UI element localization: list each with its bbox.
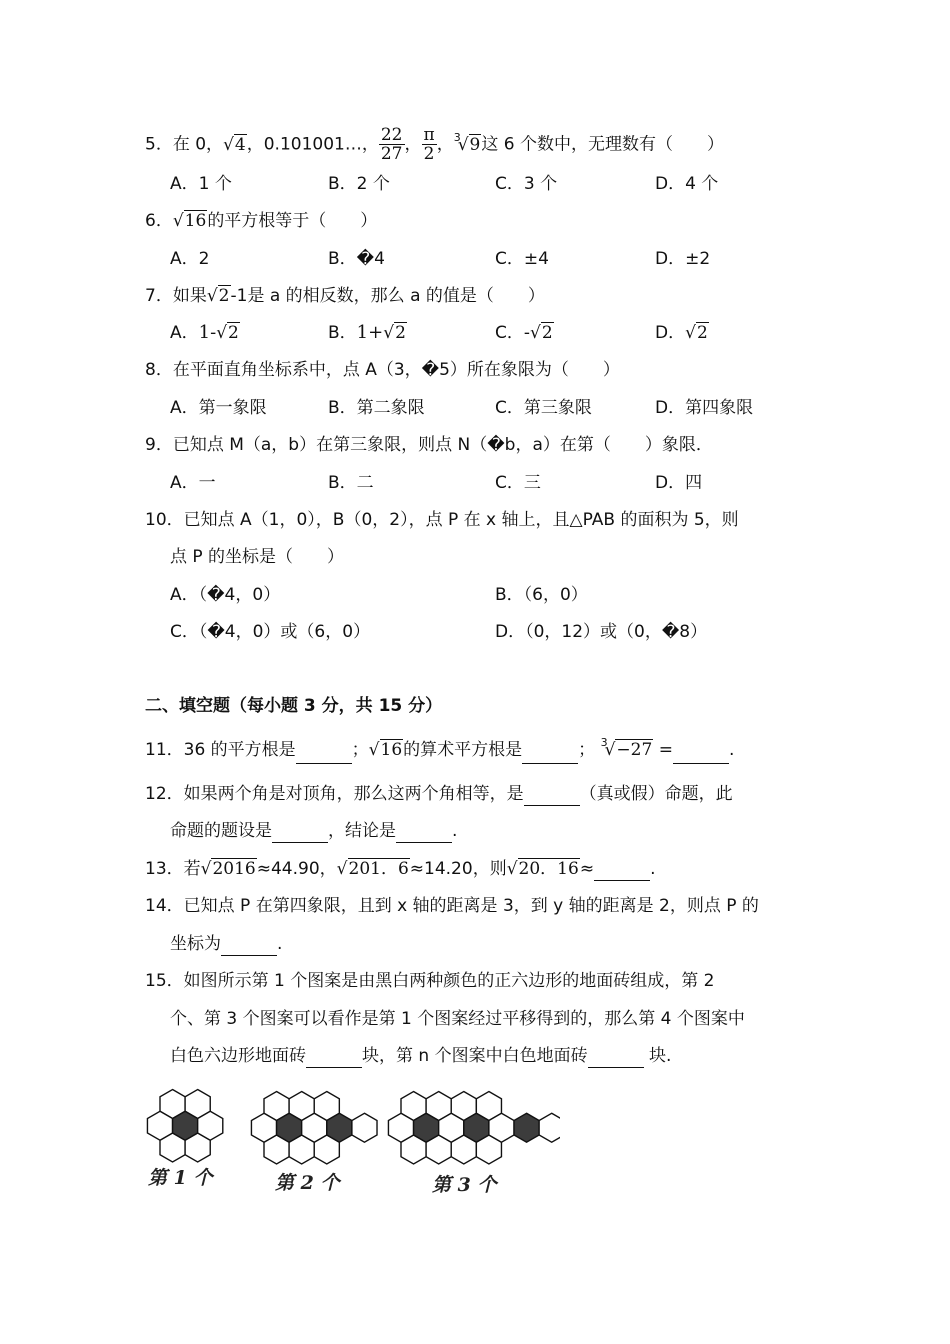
question-12-line-1: 12．如果两个角是对顶角，那么这两个角相等，是 （真或假）命题，此: [145, 784, 733, 804]
q6-text: 的平方根等于（ ）: [207, 211, 378, 231]
question-14-line-2: 坐标为 .: [170, 934, 283, 954]
q11-blank-1[interactable]: [296, 746, 352, 764]
q6-option-d: D．±2: [655, 249, 711, 269]
q11-blank-2[interactable]: [522, 746, 578, 764]
q7-option-a: A．1-√2: [170, 322, 239, 343]
q5-sep: ，: [404, 134, 422, 155]
q6-option-c: C．±4: [495, 249, 549, 269]
hex-tile-white-p3: [489, 1113, 514, 1142]
question-15-line-2: 个、第 3 个图案可以看作是第 1 个图案经过平移得到的，那么第 4 个图案中: [170, 1009, 745, 1029]
figure-caption-3: 第 3 个: [432, 1174, 497, 1196]
cbrt-minus-27: $^3$√−27: [600, 736, 653, 760]
cbrt-9: $^3$√9: [453, 130, 481, 155]
hex-tile-black-p3: [464, 1113, 489, 1142]
q8-option-d: D．第四象限: [655, 398, 754, 418]
question-10-line-1: 10．已知点 A（1，0），B（0，2），点 P 在 x 轴上，且△PAB 的面积为 5，则: [145, 510, 739, 530]
q7-option-d: D．√2: [655, 323, 708, 343]
hex-tile-white-p3: [388, 1113, 413, 1142]
q10-option-a: A．（�4，0）: [170, 585, 281, 605]
question-11: 11．36 的平方根是 ；√16的算术平方根是 ； $^3$√−27 = .: [145, 738, 734, 764]
q6-option-a: A．2: [170, 249, 210, 269]
q12-blank-2[interactable]: [272, 825, 328, 843]
q5-option-a: A．1 个: [170, 174, 232, 194]
sqrt-201-6: √201．6: [336, 859, 409, 879]
hex-tile-black-p3: [414, 1113, 439, 1142]
q9-option-d: D．四: [655, 473, 703, 493]
question-9: 9．已知点 M（a，b）在第三象限，则点 N（�b，a）在第（ ）象限．: [145, 435, 713, 455]
hex-tile-white-p2: [251, 1113, 276, 1142]
sqrt-2016: √2016: [200, 859, 256, 879]
hex-tile-white-p3: [439, 1113, 464, 1142]
q9-option-b: B．二: [328, 473, 374, 493]
hex-tile-black-p3: [514, 1113, 539, 1142]
q7-text-pre: 如果: [172, 286, 207, 306]
question-6: [145, 209, 377, 233]
hex-tile-white-p2: [302, 1113, 327, 1142]
q13-blank[interactable]: [594, 863, 650, 881]
q5-number: 5．: [145, 134, 173, 155]
sqrt-16-q11: √16: [368, 740, 403, 760]
figure-caption-1: 第 1 个: [148, 1167, 213, 1189]
question-14-line-1: 14．已知点 P 在第四象限，且到 x 轴的距离是 3，到 y 轴的距离是 2，则点 P 的: [145, 896, 759, 916]
q8-option-a: A．第一象限: [170, 398, 267, 418]
q14-blank[interactable]: [221, 938, 277, 956]
q15-blank-1[interactable]: [306, 1050, 362, 1068]
question-15-line-1: 15．如图所示第 1 个图案是由黑白两种颜色的正六边形的地面砖组成，第 2: [145, 971, 715, 991]
q12-blank-3[interactable]: [396, 825, 452, 843]
q5-option-b: B．2 个: [328, 174, 390, 194]
sqrt-2: √2: [206, 286, 230, 306]
sqrt-16: √16: [172, 211, 207, 231]
q10-option-c: C．（�4，0）或（6，0）: [170, 622, 371, 642]
q7-number: 7．: [145, 286, 173, 306]
hex-tile-white-p1: [147, 1111, 172, 1140]
sqrt-20-16: √20．16: [506, 859, 579, 879]
hex-tile-black-p2: [327, 1113, 352, 1142]
q5-option-c: C．3 个: [495, 174, 558, 194]
q9-option-c: C．三: [495, 473, 541, 493]
q6-option-b: B．�4: [328, 249, 385, 269]
q10-option-d: D．（0，12）或（0，�8）: [495, 622, 708, 642]
hex-tile-white-p2: [352, 1113, 377, 1142]
hex-tile-black-p2: [277, 1113, 302, 1142]
q5-text-mid: ，0.101001…，: [246, 134, 379, 155]
q5-text-pre: 在 0，: [172, 134, 224, 155]
question-12-line-2: 命题的题设是 ，结论是 .: [170, 821, 458, 841]
fraction-pi-2: $\frac{\pi}{2}$: [423, 125, 435, 164]
q6-number: 6．: [145, 211, 173, 231]
question-13: 13．若√2016≈44.90，√201．6≈14.20，则√20．16≈ .: [145, 859, 656, 879]
question-7: [145, 284, 545, 308]
fraction-22-27: $\frac{22}{27}$: [380, 125, 403, 164]
q12-blank-1[interactable]: [524, 788, 580, 806]
figure-caption-2: 第 2 个: [275, 1172, 340, 1194]
sqrt-4: √4: [223, 134, 246, 155]
q7-option-c: C．-√2: [495, 322, 553, 343]
q15-blank-2[interactable]: [588, 1050, 644, 1068]
question-8: 8．在平面直角坐标系中，点 A（3，�5）所在象限为（ ）: [145, 360, 620, 380]
q8-option-b: B．第二象限: [328, 398, 425, 418]
hex-tile-white-p1: [198, 1111, 223, 1140]
hex-tile-black-p1: [173, 1111, 198, 1140]
section-2-title: 二、填空题（每小题 3 分，共 15 分）: [145, 696, 443, 716]
q8-option-c: C．第三象限: [495, 398, 592, 418]
question-10-line-2: 点 P 的坐标是（ ）: [170, 547, 345, 567]
q5-text-post: 这 6 个数中，无理数有（ ）: [481, 134, 724, 155]
q7-text-post: -1是 a 的相反数，那么 a 的值是（ ）: [230, 286, 545, 306]
q11-blank-3[interactable]: [673, 746, 729, 764]
q5-option-d: D．4 个: [655, 174, 719, 194]
question-5: [145, 126, 724, 163]
hex-tile-white-p3: [539, 1113, 560, 1142]
question-15-line-3: 白色六边形地面砖 块，第 n 个图案中白色地面砖 块.: [170, 1046, 672, 1066]
q7-option-b: B．1+√2: [328, 322, 406, 343]
q5-sep2: ，: [436, 134, 454, 155]
q9-option-a: A．一: [170, 473, 216, 493]
q10-option-b: B．（6，0）: [495, 585, 588, 605]
